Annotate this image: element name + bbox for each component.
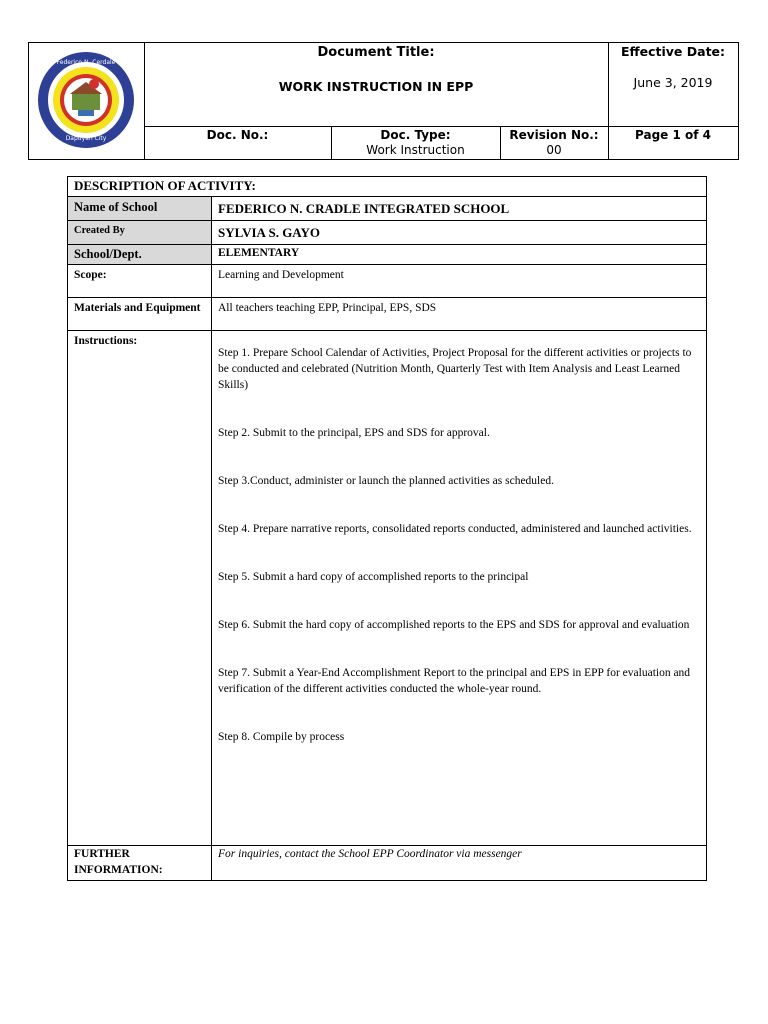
created-by-label: Created By xyxy=(68,221,212,245)
step-1: Step 1. Prepare School Calendar of Activities, Project Proposal for the different activities or projects to be conducted and celebrated (Nutrition Month, Quarterly Test with Item Analysis and Least Learned Skills) xyxy=(218,347,692,391)
step-4: Step 4. Prepare narrative reports, consolidated reports conducted, administered and launched activities. xyxy=(218,523,692,535)
svg-text:Dapuyan City: Dapuyan City xyxy=(65,135,107,142)
doc-title-value: WORK INSTRUCTION IN EPP xyxy=(278,79,474,94)
created-by-value: SYLVIA S. GAYO xyxy=(212,221,707,245)
school-name-label: Name of School xyxy=(68,197,212,221)
doc-no-label: Doc. No.: xyxy=(206,128,269,142)
materials-label: Materials and Equipment xyxy=(68,298,212,331)
scope-value: Learning and Development xyxy=(212,265,707,298)
further-info-value: For inquiries, contact the School EPP Coordinator via messenger xyxy=(212,846,707,881)
effective-date-label: Effective Date: xyxy=(620,44,726,59)
activity-table xyxy=(67,176,707,881)
revision-label: Revision No.: xyxy=(509,128,599,142)
instructions-label: Instructions: xyxy=(68,331,212,846)
step-8: Step 8. Compile by process xyxy=(218,731,345,743)
further-info-label: FURTHER INFORMATION: xyxy=(68,846,212,881)
step-2: Step 2. Submit to the principal, EPS and SDS for approval. xyxy=(218,427,490,439)
school-logo xyxy=(38,52,134,148)
instructions-list xyxy=(212,331,707,846)
step-3: Step 3.Conduct, administer or launch the planned activities as scheduled. xyxy=(218,475,554,487)
school-seal-icon xyxy=(38,52,134,148)
doc-type-label: Doc. Type: xyxy=(380,128,451,142)
page-info: Page 1 of 4 xyxy=(635,128,711,142)
effective-date-value: June 3, 2019 xyxy=(633,75,713,90)
school-name-value: FEDERICO N. CRADLE INTEGRATED SCHOOL xyxy=(212,197,707,221)
doc-title-label: Document Title: xyxy=(317,45,435,60)
svg-text:Federico N. Cerdale: Federico N. Cerdale xyxy=(56,59,116,66)
step-6: Step 6. Submit the hard copy of accomplished reports to the EPS and SDS for approval and evaluation xyxy=(218,619,690,631)
section-title: DESCRIPTION OF ACTIVITY: xyxy=(68,177,707,197)
dept-label: School/Dept. xyxy=(68,245,212,265)
step-7: Step 7. Submit a Year-End Accomplishment Report to the principal and EPS in EPP for evaluation and verification of the different activities conducted the whole-year round. xyxy=(218,667,691,695)
doc-type-value: Work Instruction xyxy=(366,143,465,157)
scope-label: Scope: xyxy=(68,265,212,298)
dept-value: ELEMENTARY xyxy=(212,245,707,265)
step-5: Step 5. Submit a hard copy of accomplished reports to the principal xyxy=(218,571,529,583)
revision-value: 00 xyxy=(546,143,562,157)
materials-value: All teachers teaching EPP, Principal, EPS, SDS xyxy=(212,298,707,331)
